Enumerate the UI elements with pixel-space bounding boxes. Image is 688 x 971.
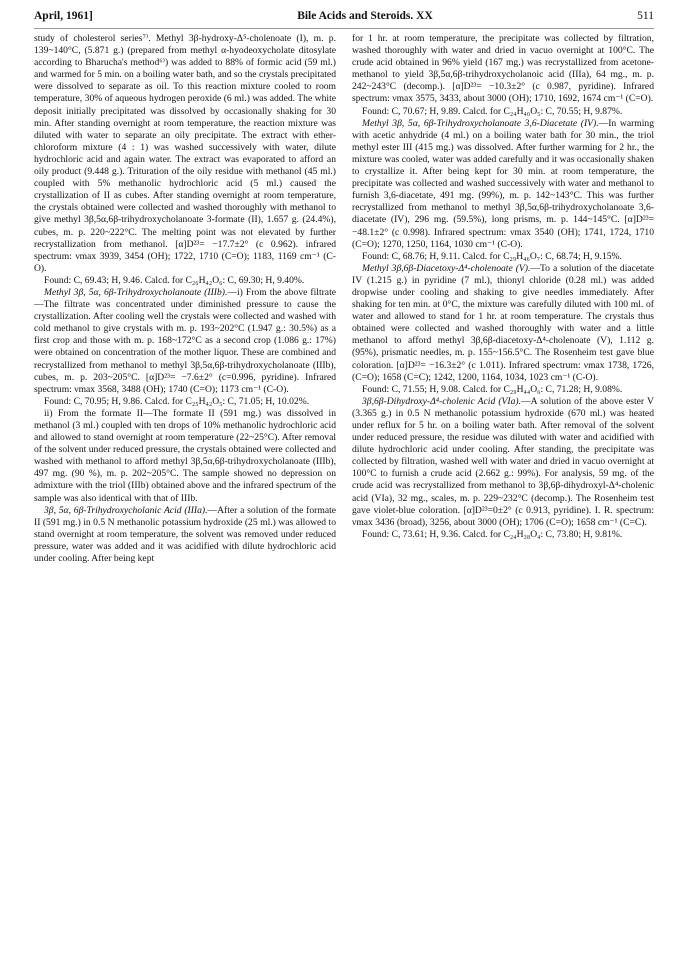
paragraph: ii) From the formate II—The formate II (591 mg.) was dissolved in methanol (3 ml.) coupled with ten drops of 10% methanolic hydrochloric acid and allowed to stand overnight at room temperature (22~25°C). After removal of the solvent under reduced pressure, the crystals obtained were collected and washed with methanol to afford methyl 3β,5α,6β-trihydroxycholanoate (IIIb), 497 mg. (90 %), m. p. 202~205°C. The sample showed no depression on admixture with the triol (IIIb) obtained above and the infrared spectrum of the sample was also identical with that of IIIb. — [34, 407, 336, 504]
right-column — [352, 33, 654, 565]
two-column-body — [34, 33, 654, 565]
analysis-line: Found: C, 70.67; H, 9.89. Calcd. for C₂₄H₄₀O₅: C, 70.55; H, 9.87%. — [362, 105, 623, 117]
section-text: —In warming with acetic anhydride (4 ml.) on a boiling water bath for 30 min., the triol methyl ester III (415 mg.) was dissolved. After further warming for 2 hr., the mixture was cooled, water was added carefully and it was occasionally shaken to crystallize it. After being kept for 30 min. at room temperature, the precipitate was collected and washed successively with water and methanol to furnish 3,6-diacetate, 491 mg. (99%), m. p. 142~143°C. This was further recrystallized from methanol to methyl 3β,5α,6β-trihydroxycholanoate 3,6-diacetate (IV), 296 mg. (59.5%), long prisms, m. p. 144~145°C. [α]D²³= −48.1±2° (c 0.998). Infrared spectrum: νmax 3540 (OH); 1741, 1724, 1710 (C=O); 1270, 1250, 1164, 1030 cm⁻¹ (C-O). — [352, 117, 654, 250]
header-title: Bile Acids and Steroids. XX — [297, 10, 433, 22]
section-paragraph — [34, 505, 336, 565]
section-heading: Methyl 3β, 5α, 6β-Trihydroxycholanoate (IIIb). — [44, 286, 228, 298]
section-heading: 3β, 5α, 6β-Trihydroxycholanic Acid (IIIa). — [44, 504, 208, 516]
analysis-line: Found: C, 69.43; H, 9.46. Calcd. for C₂₆H₄₂O₆: C, 69.30; H, 9.40%. — [44, 274, 305, 286]
section-heading: Methyl 3β,6β-Diacetoxy-Δ⁴-cholenoate (V). — [362, 262, 531, 274]
section-heading: 3β,6β-Dihydroxy-Δ⁴-cholenic Acid (VIa). — [362, 395, 521, 407]
section-text: —To a solution of the diacetate IV (1.215 g.) in pyridine (7 ml.), thionyl chloride (0.28 ml.) was added dropwise under cooling and shaking to give needles immediately. After shaking for ten min. at 0°C, the mixture was carefully diluted with 100 ml. of water and allowed to stand for 1 hr. at room temperature. The crystals thus obtained were collected and washed thoroughly with water and a little methanol to afford methyl 3β,6β-diacetoxy-Δ⁴-cholenoate (V), 1.112 g. (95%), prismatic needles, m. p. 155~156.5°C. The Rosenheim test gave blue coloration. [α]D²³= −16.3±2° (c 1.011). Infrared spectrum: νmax 1738, 1726, (C=O); 1658 (C=C); 1242, 1200, 1164, 1034, 1023 cm⁻¹ (C-O). — [352, 262, 655, 383]
paragraph: study of cholesterol series⁷⁾. Methyl 3β-hydroxy-Δ⁵-cholenoate (I), m. p. 139~140°C, (5.871 g.) (prepared from methyl α-hyodeoxycholate ditosylate according to Bharucha's method⁶⁾) was added to 88% of formic acid (59 ml.) and warmed for 5 min. on a boiling water bath, and so the crystals precipitated were dissolved to separate as oil. To this reaction mixture cooled to room temperature, 30% of aqueous hydrogen peroxide (6 ml.) was added. The white deposit initially precipitated was dissolved by occasionally shaking for 30 min. After standing overnight at room temperature, the reaction mixture was diluted with water to separate an oily precipitate. The extract with ether-chloroform mixture (4 : 1) was washed successively with water, dilute hydrochloric acid and again water. The extract was evaporated to afford an oily product (9.448 g.). Trituration of the oily residue with methanol (45 ml.) coupled with 5% methanolic hydrochloric acid (5 ml.) caused the crystallization of II as cubes. After standing overnight at room temperature, the crystals obtained were collected and washed thoroughly with methanol to give methyl 3β,5α,6β-trihydroxycholanoate 3-formate (II), 1.657 g. (24.4%), cubes, m. p. 220~222°C. The melting point was not elevated by further recrystallization from methanol. [α]D²³= −17.7±2° (c 0.962). infrared spectrum: νmax 3939, 3454 (OH); 1722, 1710 (C=O); 1183, 1169 cm⁻¹ (C-O). — [34, 33, 336, 274]
section-paragraph — [352, 396, 654, 529]
section-text: —After a solution of the formate II (591 mg.) in 0.5 N methanolic potassium hydroxide (25 ml.) was allowed to stand overnight at room temperature, the solvent was removed under reduced pressure, water was added and it was acidified with dilute hydrochloric acid under cooling. After being kept — [34, 504, 336, 565]
section-paragraph — [352, 118, 654, 251]
analysis-line: Found: C, 70.95; H, 9.86. Calcd. for C₂₅H₄₂O₅: C, 71.05; H, 10.02%. — [44, 395, 310, 407]
left-column — [34, 33, 336, 565]
section-paragraph — [34, 287, 336, 396]
section-text: —i) From the above filtrate—The filtrate was concentrated under diminished pressure to cause the crystallization. After cooling well the crystals were collected and washed with cold methanol to give crystals with m. p. 193~202°C (1.947 g.: 30.5%) as a first crop and those with m. p. 168~172°C as a second crop (1.086 g.: 17%) were obtained on concentration of the mother liquor. These are combined and recrystallized from methanol to methyl 3β,5α,6β-trihydroxycholanoate (IIIb), cubes, m. p. 203~205°C. [α]D²³= −7.6±2° (c=0.996, pyridine). Infrared spectrum: νmax 3568, 3488 (OH); 1740 (C=O); 1173 cm⁻¹ (C-O). — [34, 286, 336, 395]
analysis-line: Found: C, 73.61; H, 9.36. Calcd. for C₂₄H₃₈O₄: C, 73.80; H, 9.81%. — [362, 528, 623, 540]
header-date: April, 1961] — [34, 10, 93, 22]
section-text: —A solution of the above ester V (3.365 g.) in 0.5 N methanolic potassium hydroxide (670 ml.) was heated under reflux for 5 hr. on a boiling water bath. After removal of the solvent under reduced pressure, the residue was diluted with water and acidified with dilute hydrochloric acid under cooling. After standing, the precipitate was collected by filtration, washed well with water and dried in vacuo overnight at 100°C to furnish a crude acid (2.662 g.: 99%). For analysis, 59 mg. of the crude acid was recrystallized from methanol to 3β,6β-dihydroxyl-Δ⁴-cholenic acid (VIa), 32 mg., scales, m. p. 229~232°C (decomp.). The Rosenheim test gave violet-blue coloration. [α]D²³=0±2° (c 0.913, pyridine). I. R. spectrum: νmax 3436 (broad), 3256, about 3000 (OH); 1706 (C=O); 1658 cm⁻¹ (C=C). — [352, 395, 654, 528]
section-paragraph — [352, 263, 654, 384]
page-number: 511 — [637, 10, 654, 22]
analysis-line: Found: C, 71.55; H, 9.08. Calcd. for C₂₉H₄₄O₆: C, 71.28; H, 9.08%. — [362, 383, 623, 395]
analysis-line: Found: C, 68.76; H, 9.11. Calcd. for C₂₉H₄₆O₇: C, 68.74; H, 9.15%. — [362, 250, 622, 262]
section-heading: Methyl 3β, 5α, 6β-Trihydroxycholanoate 3,6-Diacetate (IV). — [362, 117, 599, 129]
running-header — [34, 10, 654, 29]
paragraph: for 1 hr. at room temperature, the precipitate was collected by filtration, washed thoroughly with water and dried in vacuo overnight at 100°C. The crude acid obtained in 96% yield (167 mg.) was recrystallized from acetone-methanol to yield 3β,5α,6β-trihydroxycholanoic acid (IIIa), 64 mg., m. p. 242~243°C (decomp.). [α]D²³= −10.3±2° (c 0.987, pyridine). Infrared spectrum: νmax 3575, 3433, about 3000 (OH); 1710, 1692, 1674 cm⁻¹ (C=O). — [352, 33, 654, 105]
